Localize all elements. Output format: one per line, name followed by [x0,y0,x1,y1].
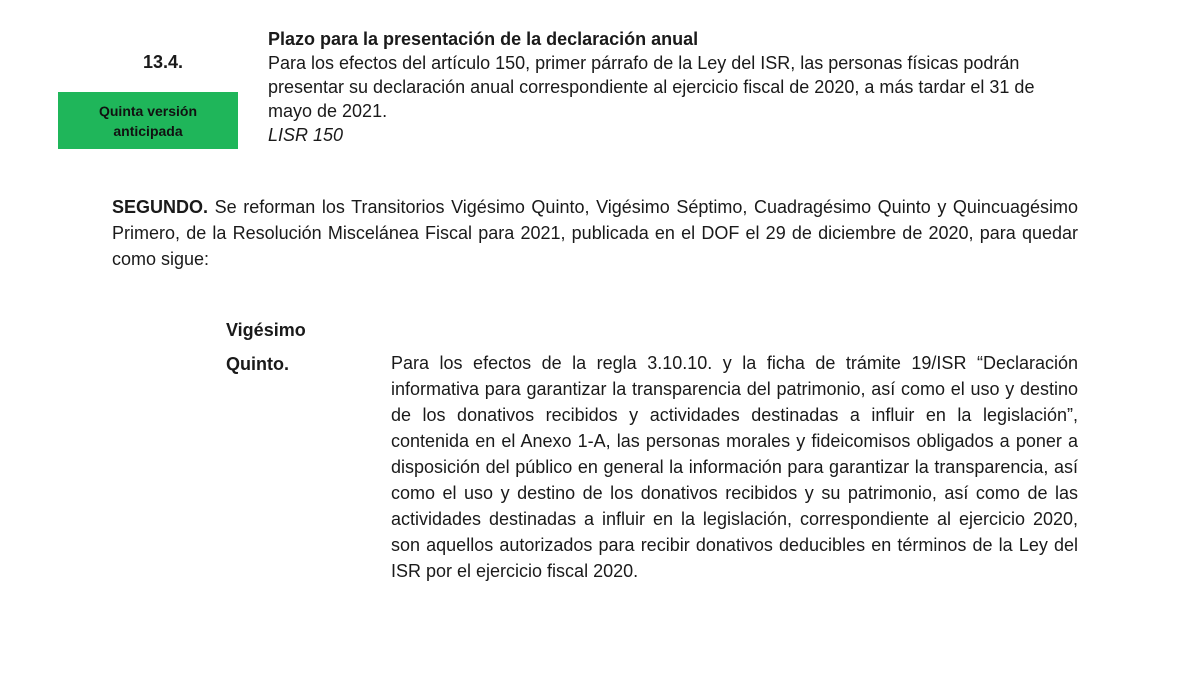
rule-number: 13.4. [143,52,184,72]
segundo-text: Se reforman los Transitorios Vigésimo Quinto, Vigésimo Séptimo, Cuadragésimo Quinto y Quincuagésimo Primero, de la Resolución Miscelánea Fiscal para 2021, publicada en el DOF el 29 de diciembre de 2020, para quedar como sigue: [112,197,1078,269]
transitorio-text: Para los efectos de la regla 3.10.10. y la ficha de trámite 19/ISR “Declaración informativa para garantizar la transparencia del patrimonio, así como el uso y destino de los donativos recibidos y actividades destinadas a influir en la legislación”, contenida en el Anexo 1-A, las personas morales y fideicomisos obligados a poner a disposición del público en general la información para garantizar la transparencia, así como el uso y destino de los donativos recibidos y su patrimonio, así como de las actividades destinadas a influir en la legislación, correspondiente al ejercicio 2020, son aquellos autorizados para recibir donativos deducibles en términos de la Ley del ISR por el ejercicio fiscal 2020. [391,353,1078,581]
version-badge-line-2: anticipada [113,122,183,139]
rule-body: Para los efectos del artículo 150, primer párrafo de la Ley del ISR, las personas físicas podrán presentar su declaración anual correspondiente al ejercicio fiscal de 2020, a más tardar el 31 de mayo de 2021. [268,53,1035,121]
segundo-paragraph [112,194,1078,272]
version-badge [58,92,238,149]
version-badge-line-1: Quinta versión [98,102,198,119]
segundo-label: SEGUNDO. [112,197,209,217]
transitorio-label-line-1: Vigésimo [226,320,306,340]
rule-title: Plazo para la presentación de la declaración anual [268,29,699,49]
rule-reference: LISR 150 [268,125,344,145]
transitorio-label-line-2: Quinto. [226,354,289,374]
rule-block [268,27,1083,147]
